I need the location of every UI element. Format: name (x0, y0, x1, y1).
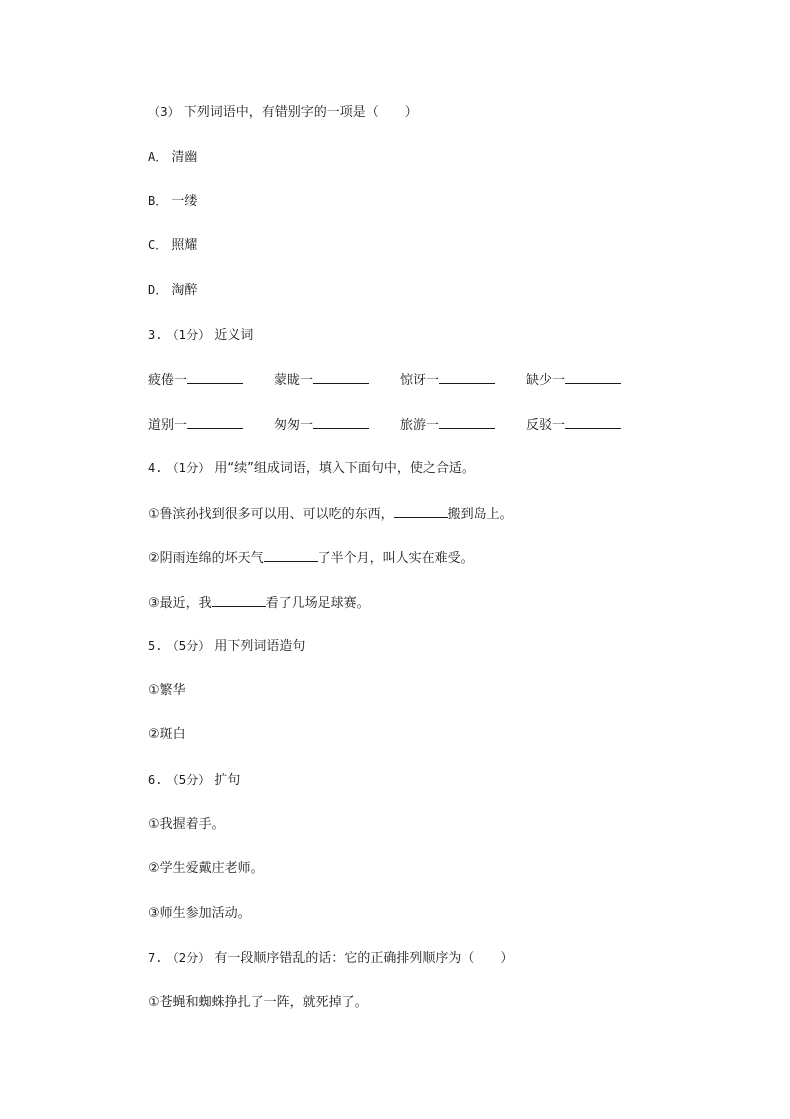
synonym-word: 蒙眬一 (274, 373, 314, 388)
question-number: 4. (148, 461, 163, 475)
q5-item-2: ②斑白 (148, 727, 186, 742)
synonym-word: 惊讶一 (400, 373, 440, 388)
option-text: 清幽 (171, 150, 198, 165)
answer-blank[interactable] (439, 370, 495, 384)
synonym-pair (400, 415, 495, 435)
answer-blank[interactable] (565, 415, 621, 429)
synonym-word: 道别一 (148, 418, 188, 433)
question-title: 扩句 (214, 773, 241, 788)
q5-heading (148, 637, 305, 656)
q-synonyms-heading (148, 326, 253, 345)
question-title: 用下列词语造句 (214, 639, 306, 654)
q3-prompt: 下列词语中，有错别字的一项是（ ） (183, 105, 418, 120)
question-points: （5分） (166, 773, 211, 787)
question-title: 有一段顺序错乱的话：它的正确排列顺序为（ ） (214, 951, 514, 966)
q6-item-3: ③师生参加活动。 (148, 906, 251, 921)
synonym-pair (526, 370, 621, 390)
answer-blank[interactable] (394, 504, 448, 518)
q4-item-1 (148, 504, 513, 524)
question-points: （1分） (166, 328, 211, 342)
question-number: 7. (148, 951, 163, 965)
q3-sub-label: （3） (148, 105, 180, 119)
q6-item-1: ①我握着手。 (148, 817, 225, 832)
answer-blank[interactable] (439, 415, 495, 429)
answer-blank[interactable] (187, 415, 243, 429)
option-letter: B． (148, 194, 168, 208)
sentence-before: ③最近，我 (148, 596, 212, 611)
sentence-after: 看了几场足球赛。 (265, 596, 370, 611)
synonym-pair (274, 415, 369, 435)
answer-blank[interactable] (187, 370, 243, 384)
synonym-pair (526, 415, 621, 435)
synonym-word: 缺少一 (526, 373, 566, 388)
synonym-pair (148, 415, 243, 435)
option-letter: C． (148, 238, 168, 252)
q3-option-a[interactable] (148, 148, 197, 167)
q6-heading (148, 771, 240, 790)
answer-blank[interactable] (264, 548, 318, 562)
q6-item-2: ②学生爱戴庄老师。 (148, 861, 264, 876)
q3-option-b[interactable] (148, 192, 197, 211)
q4-heading (148, 459, 475, 478)
question-number: 3. (148, 328, 163, 342)
question-number: 6. (148, 773, 163, 787)
question-title: 近义词 (214, 328, 254, 343)
q7-heading (148, 949, 513, 968)
answer-blank[interactable] (565, 370, 621, 384)
q7-item-1: ①苍蝇和蜘蛛挣扎了一阵，就死掉了。 (148, 995, 368, 1010)
synonym-pair (274, 370, 369, 390)
synonym-pair (400, 370, 495, 390)
synonym-word: 旅游一 (400, 418, 440, 433)
synonym-word: 反驳一 (526, 418, 566, 433)
q3-option-d[interactable] (148, 281, 197, 300)
option-text: 一缕 (171, 194, 198, 209)
answer-blank[interactable] (313, 415, 369, 429)
question-points: （1分） (166, 461, 211, 475)
option-text: 淘醉 (171, 283, 198, 298)
synonym-pair (148, 370, 243, 390)
question-number: 5. (148, 639, 163, 653)
q4-item-2 (148, 548, 474, 568)
synonym-word: 匆匆一 (274, 418, 314, 433)
option-text: 照耀 (171, 238, 198, 253)
q5-item-1: ①繁华 (148, 683, 186, 698)
question-points: （5分） (166, 639, 211, 653)
q3-prompt-line (148, 103, 418, 122)
option-letter: A． (148, 150, 168, 164)
sentence-after: 搬到岛上。 (447, 507, 513, 522)
sentence-before: ①鲁滨孙找到很多可以用、可以吃的东西， (148, 507, 394, 522)
synonym-word: 疲倦一 (148, 373, 188, 388)
q3-option-c[interactable] (148, 236, 197, 255)
option-letter: D． (148, 283, 168, 297)
question-title: 用“续”组成词语，填入下面句中，使之合适。 (214, 461, 475, 476)
sentence-after: 了半个月，叫人实在难受。 (317, 551, 474, 566)
answer-blank[interactable] (212, 593, 266, 607)
question-points: （2分） (166, 951, 211, 965)
q4-item-3 (148, 593, 370, 613)
answer-blank[interactable] (313, 370, 369, 384)
sentence-before: ②阴雨连绵的坏天气 (148, 551, 264, 566)
